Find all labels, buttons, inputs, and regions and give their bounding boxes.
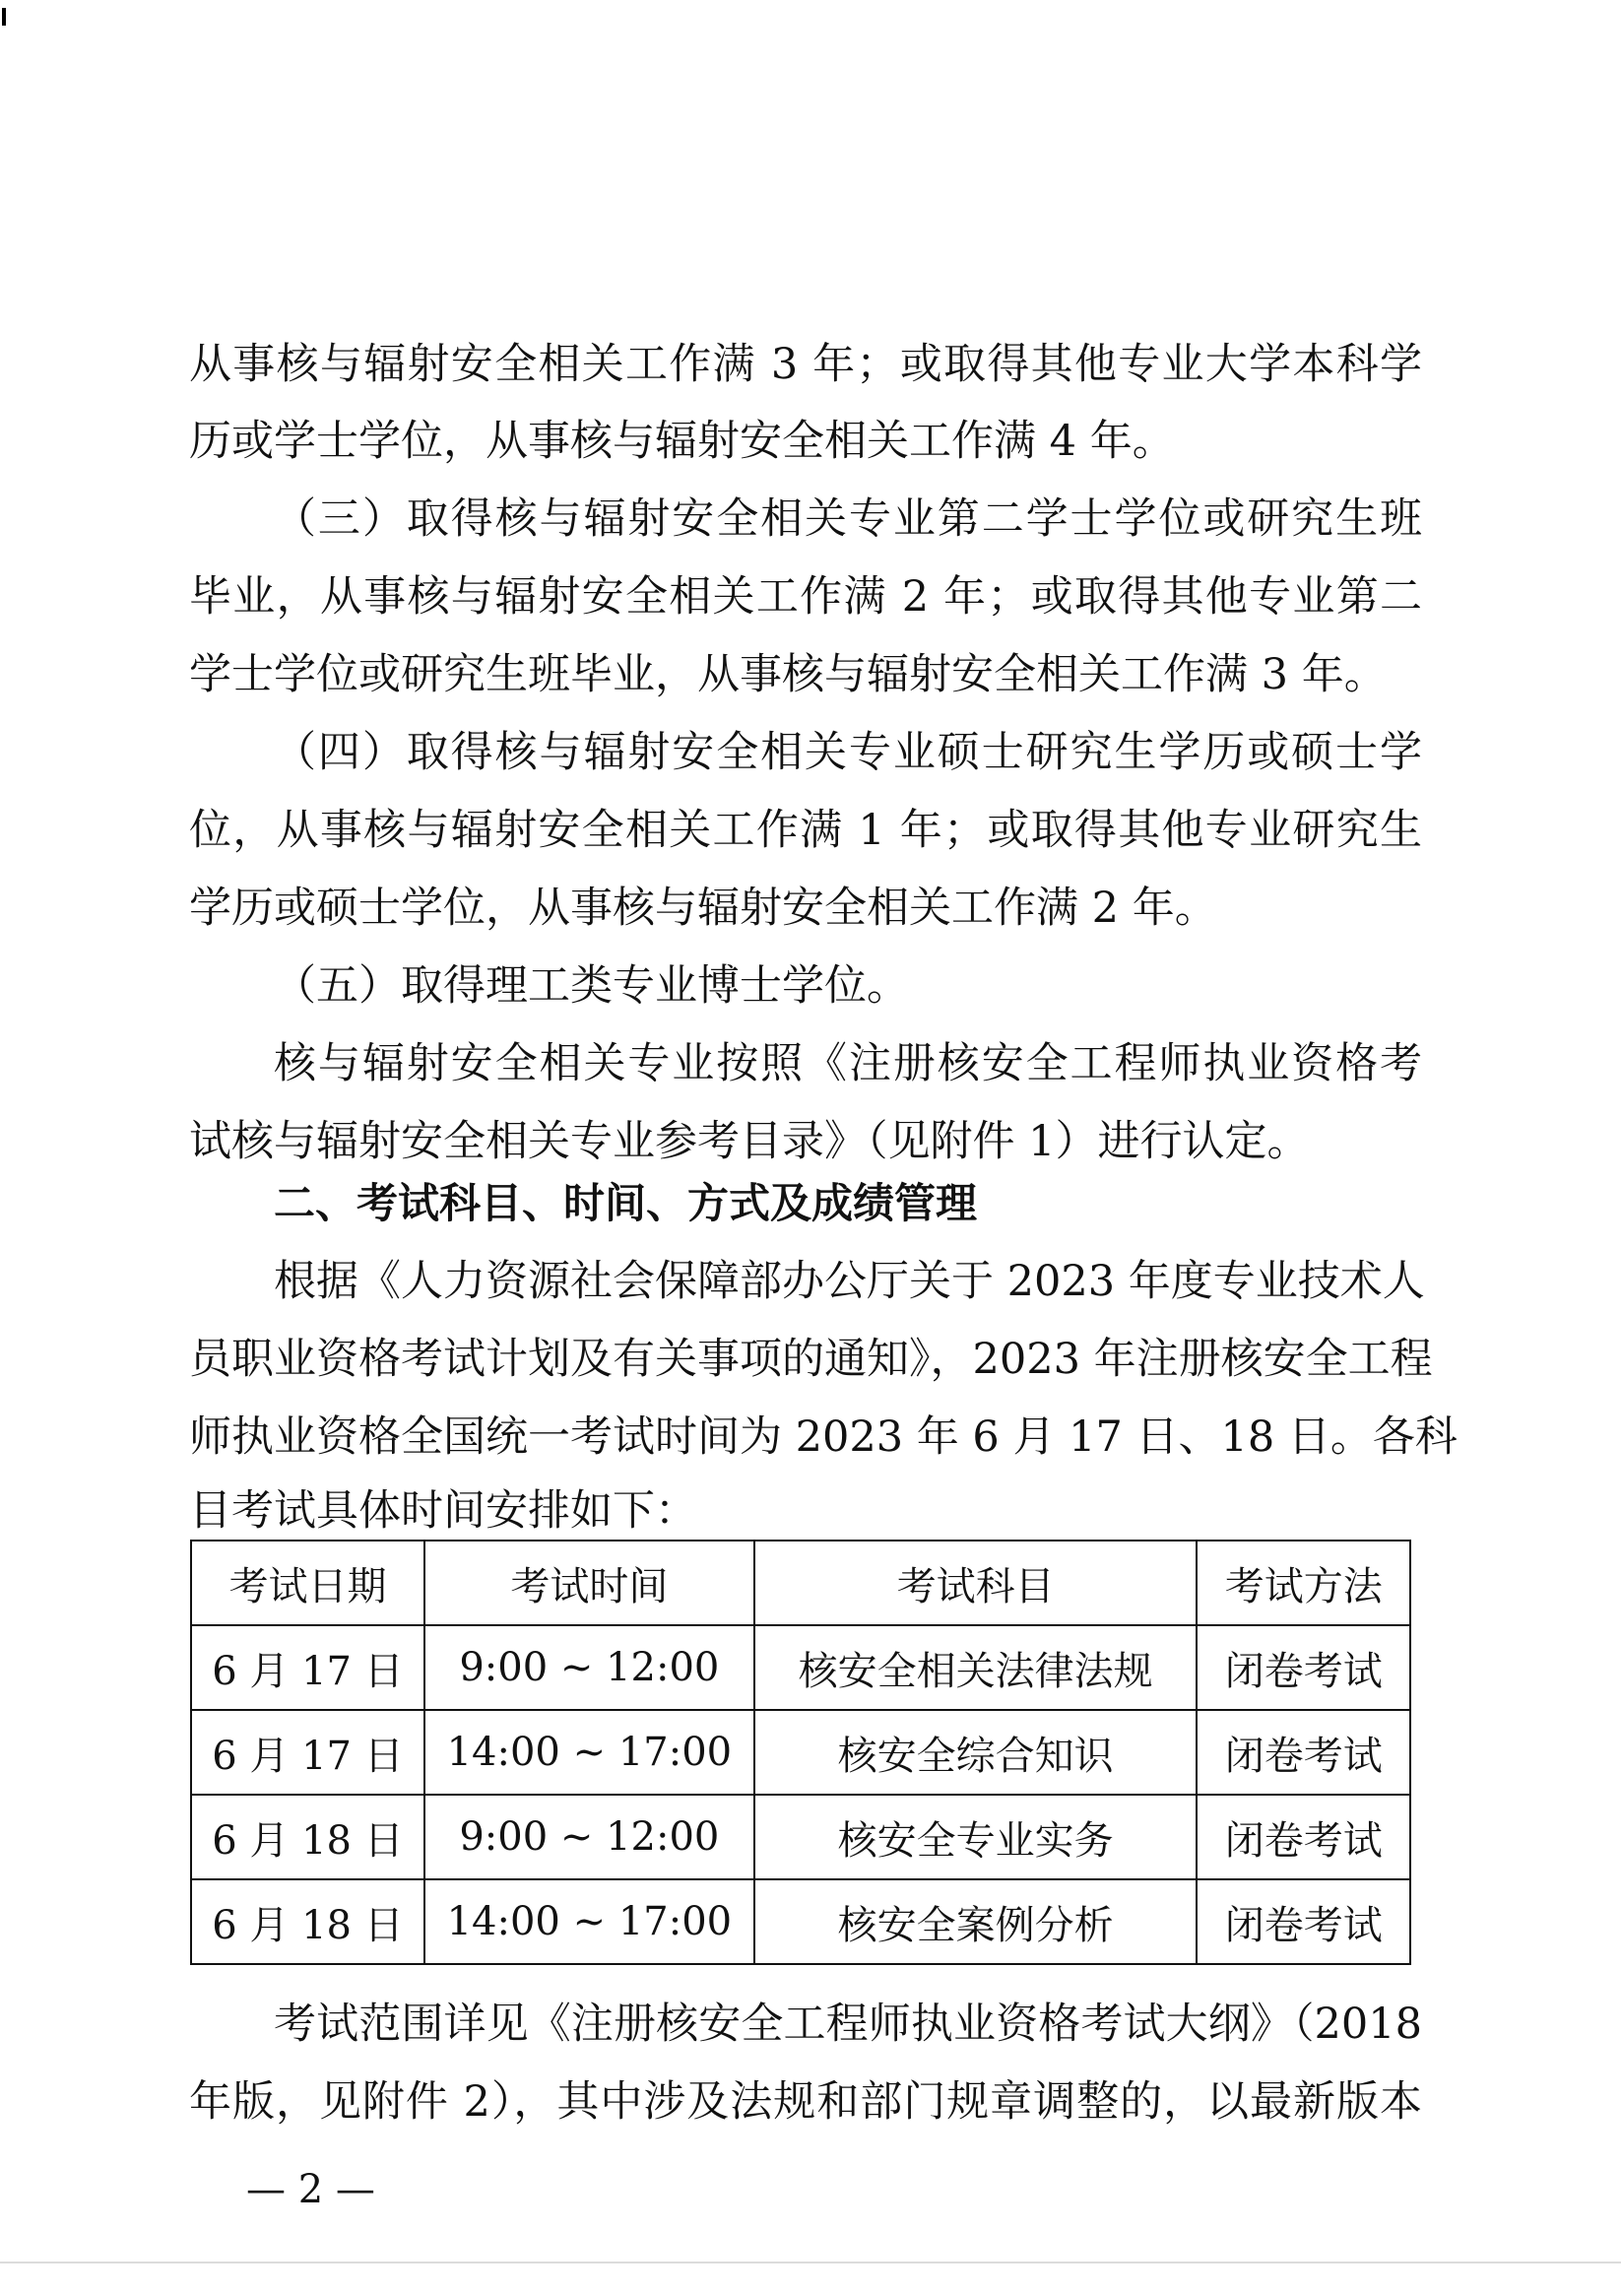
cell-date: 6 月 17 日 (191, 1625, 424, 1710)
body-text-line: 年版，见附件 2），其中涉及法规和部门规章调整的，以最新版本 (189, 2077, 1422, 2127)
body-text-line: 试核与辐射安全相关专业参考目录》（见附件 1）进行认定。 (189, 1117, 1310, 1166)
body-text-line: 核与辐射安全相关专业按照《注册核安全工程师执业资格考 (274, 1039, 1422, 1088)
header-exam-time: 考试时间 (424, 1541, 754, 1625)
body-text-line: 历或学士学位，从事核与辐射安全相关工作满 4 年。 (189, 417, 1175, 466)
table-row (191, 1795, 1410, 1879)
body-text-line: 师执业资格全国统一考试时间为 2023 年 6 月 17 日、18 日。各科 (189, 1412, 1458, 1462)
cell-date: 6 月 17 日 (191, 1710, 424, 1795)
table-row (191, 1710, 1410, 1795)
page-number: — 2 — (246, 2167, 375, 2212)
cell-time: 9:00 ~ 12:00 (424, 1625, 754, 1710)
scan-bottom-edge (0, 2262, 1621, 2263)
cell-subject: 核安全综合知识 (754, 1710, 1198, 1795)
cell-subject: 核安全案例分析 (754, 1879, 1198, 1964)
cell-date: 6 月 18 日 (191, 1879, 424, 1964)
body-text-line: 员职业资格考试计划及有关事项的通知》，2023 年注册核安全工程 (189, 1335, 1433, 1384)
cell-time: 9:00 ~ 12:00 (424, 1795, 754, 1879)
table-header-row (191, 1541, 1410, 1625)
header-exam-subject: 考试科目 (754, 1541, 1198, 1625)
scan-edge-mark (2, 8, 6, 26)
body-text-line: 从事核与辐射安全相关工作满 3 年；或取得其他专业大学本科学 (189, 340, 1422, 389)
body-text-line: 毕业，从事核与辐射安全相关工作满 2 年；或取得其他专业第二 (189, 572, 1422, 622)
body-text-line: 学历或硕士学位，从事核与辐射安全相关工作满 2 年。 (189, 884, 1217, 933)
header-exam-date: 考试日期 (191, 1541, 424, 1625)
header-exam-method: 考试方法 (1197, 1541, 1410, 1625)
cell-method: 闭卷考试 (1197, 1625, 1410, 1710)
cell-time: 14:00 ~ 17:00 (424, 1879, 754, 1964)
body-text-line: （四）取得核与辐射安全相关专业硕士研究生学历或硕士学 (274, 728, 1422, 777)
body-text-line: （五）取得理工类专业博士学位。 (274, 961, 909, 1011)
table-row (191, 1879, 1410, 1964)
body-text-line: 根据《人力资源社会保障部办公厅关于 2023 年度专业技术人 (274, 1257, 1425, 1306)
body-text-line: 目考试具体时间安排如下： (189, 1486, 697, 1536)
cell-method: 闭卷考试 (1197, 1710, 1410, 1795)
body-text-line: 位，从事核与辐射安全相关工作满 1 年；或取得其他专业研究生 (189, 806, 1422, 855)
cell-date: 6 月 18 日 (191, 1795, 424, 1879)
cell-subject: 核安全专业实务 (754, 1795, 1198, 1879)
cell-subject: 核安全相关法律法规 (754, 1625, 1198, 1710)
body-text-line: 考试范围详见《注册核安全工程师执业资格考试大纲》（2018 (274, 2000, 1422, 2049)
body-text-line: （三）取得核与辐射安全相关专业第二学士学位或研究生班 (274, 494, 1422, 544)
table-row (191, 1625, 1410, 1710)
body-text-line: 学士学位或研究生班毕业，从事核与辐射安全相关工作满 3 年。 (189, 650, 1387, 699)
section-heading: 二、考试科目、时间、方式及成绩管理 (274, 1179, 978, 1227)
cell-method: 闭卷考试 (1197, 1795, 1410, 1879)
cell-method: 闭卷考试 (1197, 1879, 1410, 1964)
cell-time: 14:00 ~ 17:00 (424, 1710, 754, 1795)
exam-schedule-table (190, 1540, 1411, 1965)
